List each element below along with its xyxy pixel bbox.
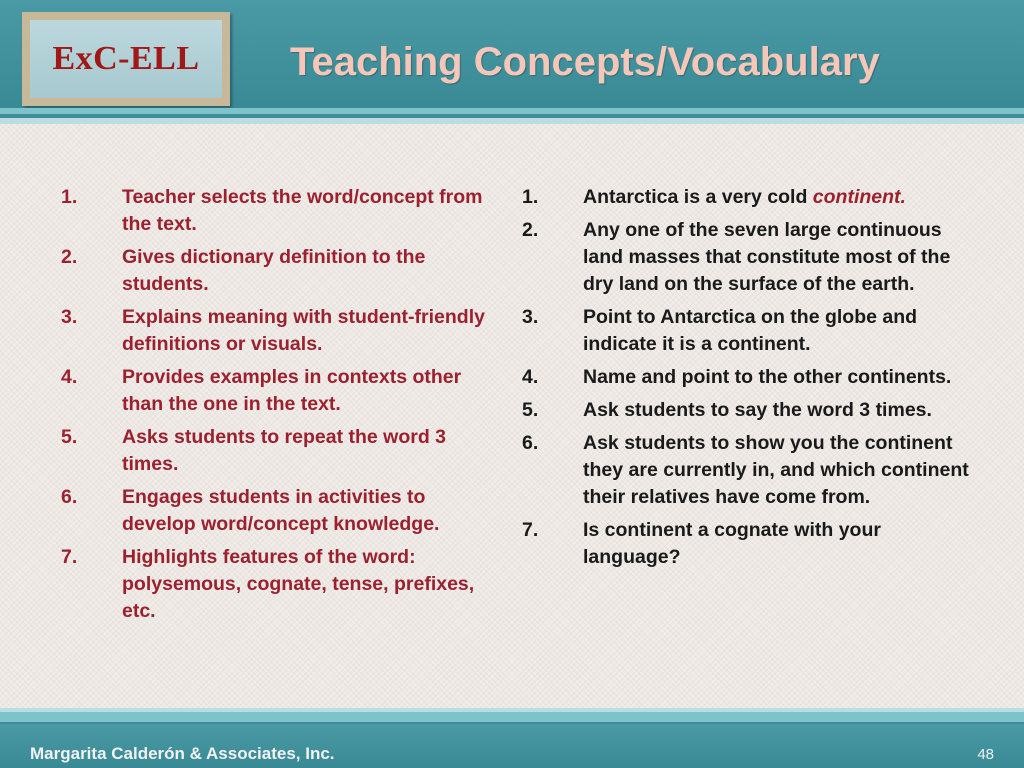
list-number: 2.: [61, 246, 78, 268]
list-item: [522, 397, 972, 424]
list-text: Explains meaning with student-friendly definitions or visuals.: [122, 306, 485, 355]
list-number: 3.: [61, 306, 78, 328]
list-text: Highlights features of the word: polysemous, cognate, tense, prefixes, etc.: [122, 546, 475, 622]
list-text: Antarctica is a very cold: [583, 186, 813, 208]
list-text: Ask students to say the word 3 times.: [583, 399, 932, 421]
list-number: 5.: [61, 426, 78, 448]
slide-title: Teaching Concepts/Vocabulary: [290, 40, 880, 84]
title-bar: [0, 0, 1024, 108]
list-item: [61, 184, 501, 238]
list-number: 6.: [61, 486, 78, 508]
logo: [22, 12, 230, 106]
list-text: Is continent a cognate with your language?: [583, 519, 881, 568]
list-number: 1.: [61, 186, 78, 208]
list-number: 4.: [522, 366, 539, 388]
highlighted-word: continent.: [812, 186, 906, 208]
list-item: [61, 304, 501, 358]
list-item: [522, 517, 972, 571]
list-number: 7.: [61, 546, 78, 568]
slide-content: [0, 124, 1024, 708]
list-item: [61, 364, 501, 418]
list-number: 3.: [522, 306, 539, 328]
list-item: [522, 304, 972, 358]
list-number: 4.: [61, 366, 78, 388]
list-number: 2.: [522, 219, 539, 241]
list-item: [61, 244, 501, 298]
example-steps-list: [522, 184, 972, 577]
list-item: [522, 184, 972, 211]
list-text: Point to Antarctica on the globe and indicate it is a continent.: [583, 306, 918, 355]
list-item: [522, 430, 972, 511]
page-number: 48: [977, 746, 994, 763]
list-item: [61, 544, 501, 625]
teacher-steps-list: [61, 184, 501, 631]
footer-divider: [0, 712, 1024, 722]
list-item: [522, 364, 972, 391]
footer-credit: Margarita Calderón & Associates, Inc.: [30, 744, 335, 763]
list-text: Provides examples in contexts other than the one in the text.: [122, 366, 462, 415]
list-text: Ask students to show you the continent they are currently in, and which continent their relatives have come from.: [583, 432, 969, 508]
list-text: Engages students in activities to develop word/concept knowledge.: [122, 486, 440, 535]
list-text: Gives dictionary definition to the students.: [122, 246, 426, 295]
list-item: [61, 484, 501, 538]
list-text: Asks students to repeat the word 3 times.: [122, 426, 446, 475]
list-item: [522, 217, 972, 298]
list-text: Teacher selects the word/concept from the text.: [122, 186, 483, 235]
list-number: 6.: [522, 432, 539, 454]
list-text: Any one of the seven large continuous land masses that constitute most of the dry land on the surface of the earth.: [583, 219, 951, 295]
list-text: Name and point to the other continents.: [583, 366, 952, 388]
list-number: 5.: [522, 399, 539, 421]
logo-panel: [30, 20, 222, 98]
footer-bar: [0, 724, 1024, 768]
list-item: [61, 424, 501, 478]
logo-text: ExC-ELL: [52, 40, 200, 77]
list-number: 1.: [522, 186, 539, 208]
list-number: 7.: [522, 519, 539, 541]
